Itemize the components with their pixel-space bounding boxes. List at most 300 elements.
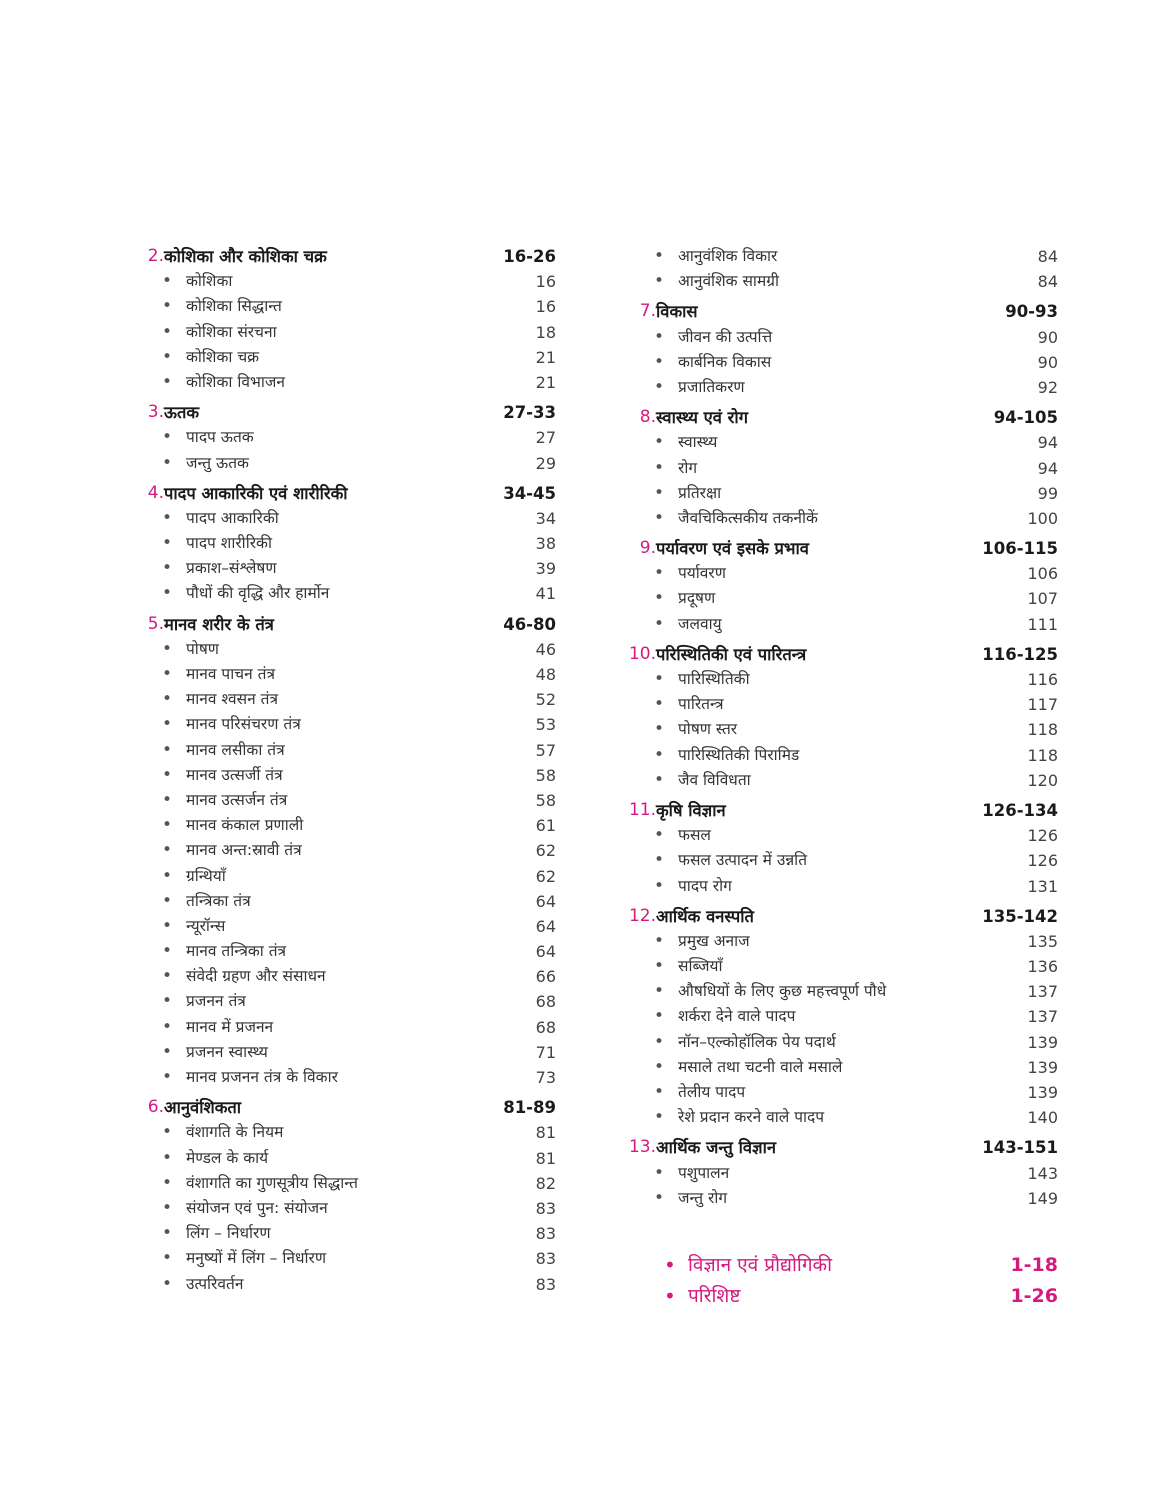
topic-page: 62 [535,866,556,886]
topic-page: 84 [1037,247,1058,266]
chapter-pages: 135-142 [982,906,1058,926]
topic-row [134,425,556,450]
bullet-icon: • [162,1273,173,1294]
topic-page: 64 [535,916,556,936]
topic-row [134,1272,556,1297]
topic-row [134,939,556,964]
topic-title: रोग [678,458,698,477]
bullet-icon: • [162,533,173,554]
bullet-icon: • [654,326,665,347]
topic-title: संवेदी ग्रहण और संसाधन [186,967,326,986]
topic-title: तन्त्रिका तंत्र [186,891,251,910]
topic-row [134,788,556,813]
topic-title: पारिस्थितिकी [678,670,750,688]
bullet-icon: • [654,482,665,503]
topic-title: जन्तु रोग [678,1188,728,1207]
topic-title: प्रजातिकरण [678,377,745,396]
topic-page: 52 [535,690,556,710]
appendix-title: विज्ञान एवं प्रौद्योगिकी [688,1254,833,1276]
topic-title: कोशिका विभाजन [186,372,285,391]
bullet-icon: • [162,1016,173,1037]
topic-title: मनुष्यों में लिंग – निर्धारण [186,1249,327,1268]
topic-page: 90 [1037,352,1058,372]
bullet-icon: • [162,840,173,861]
bullet-icon: • [654,613,665,634]
bullet-icon: • [654,1006,665,1027]
topic-title: पादप शारीरिकी [186,534,272,553]
chapter-heading [134,481,556,506]
topic-title: वंशागति के नियम [186,1123,284,1142]
topic-row [134,1120,556,1145]
bullet-icon: • [654,981,665,1002]
topic-title: मानव कंकाल प्रणाली [186,816,304,835]
topic-row [626,1055,1058,1080]
chapter-number: 5. [147,613,164,634]
chapter-pages: 126-134 [982,800,1058,820]
bullet-icon: • [162,583,173,604]
topic-page: 94 [1037,458,1058,478]
topic-row [134,964,556,989]
topic-row [134,581,556,606]
topic-page: 64 [535,942,556,962]
chapter-title: पर्यावरण एवं इसके प्रभाव [656,539,809,559]
toc-left-column [134,244,556,1297]
bullet-icon: • [162,1248,173,1269]
topic-title: पौधों की वृद्धि और हार्मोन [186,584,330,603]
topic-title: प्रजनन तंत्र [186,992,246,1011]
bullet-icon: • [162,991,173,1012]
topic-row [626,874,1058,899]
topic-row [134,1171,556,1196]
topic-page: 149 [1027,1188,1058,1208]
chapter-heading [626,536,1058,561]
appendix-title: परिशिष्ट [688,1285,741,1307]
chapter-heading [626,642,1058,667]
topic-page: 29 [535,453,556,473]
topic-row [626,1105,1058,1130]
topic-title: स्वास्थ्य [678,433,718,452]
topic-row [626,954,1058,979]
topic-row [626,692,1058,717]
topic-row [134,531,556,556]
bullet-icon: • [162,558,173,579]
topic-page: 137 [1027,1007,1058,1027]
topic-page: 58 [535,790,556,810]
chapter-title: कृषि विज्ञान [656,800,726,820]
bullet-icon: • [654,271,665,292]
topic-title: जीवन की उत्पत्ति [678,327,773,346]
topic-row [626,823,1058,848]
topic-page: 21 [535,372,556,392]
topic-row [626,929,1058,954]
topic-title: प्रजनन स्वास्थ्य [186,1042,268,1061]
topic-title: पोषण [186,639,219,658]
topic-page: 21 [535,347,556,367]
topic-page: 73 [535,1068,556,1087]
chapter-pages: 27-33 [503,403,556,423]
chapter-pages: 116-125 [982,644,1058,664]
topic-page: 131 [1027,876,1058,896]
chapter-title: स्वास्थ्य एवं रोग [656,408,748,428]
topic-page: 117 [1027,695,1058,715]
bullet-icon: • [162,815,173,836]
topic-title: नॉन–एल्कोहॉलिक पेय पदार्थ [678,1032,836,1051]
topic-title: फसल उत्पादन में उन्नति [678,851,808,870]
topic-page: 81 [535,1148,556,1168]
topic-title: कोशिका चक्र [186,347,260,366]
bullet-icon: • [654,769,665,790]
chapter-number: 4. [147,482,164,503]
topic-page: 27 [535,428,556,448]
bullet-icon: • [162,1067,173,1087]
chapter-number: 13. [628,1137,656,1158]
topic-row [134,451,556,476]
topic-page: 61 [535,816,556,836]
topic-row [134,294,556,319]
topic-row [134,864,556,889]
topic-title: पारिस्थितिकी पिरामिड [678,745,800,764]
chapter-pages: 16-26 [503,247,556,266]
chapter-title: विकास [656,302,698,322]
topic-row [626,375,1058,400]
appendix-row [658,1250,1058,1281]
chapter-pages: 34-45 [503,483,556,503]
topic-page: 62 [535,841,556,861]
topic-page: 46 [535,639,556,659]
bullet-icon: • [654,376,665,397]
topic-row [134,687,556,712]
bullet-icon: • [654,1107,665,1128]
bullet-icon: • [162,321,173,342]
bullet-icon: • [654,825,665,846]
topic-row [626,350,1058,375]
topic-title: कोशिका संरचना [186,322,277,341]
topic-row [626,768,1058,793]
topic-page: 126 [1027,826,1058,846]
bullet-icon: • [162,346,173,367]
bullet-icon: • [162,452,173,473]
chapter-title: पादप आकारिकी एवं शारीरिकी [164,483,348,503]
topic-row [626,667,1058,692]
bullet-icon: • [162,689,173,710]
topic-page: 84 [1037,272,1058,292]
topic-title: जलवायु [678,614,722,633]
topic-row [626,612,1058,637]
topic-page: 58 [535,765,556,785]
topic-title: मानव में प्रजनन [186,1017,274,1036]
topic-row [626,1186,1058,1211]
chapter-number: 9. [639,538,656,559]
topic-page: 81 [535,1123,556,1143]
topic-row [626,325,1058,350]
topic-row [134,712,556,737]
chapter-title: आर्थिक जन्तु विज्ञान [656,1138,777,1158]
topic-page: 135 [1027,931,1058,951]
topic-page: 18 [535,322,556,342]
appendix-row [658,1281,1058,1312]
toc-right-column [626,244,1058,1211]
chapter-number: 11. [628,799,656,820]
topic-title: मेण्डल के कार्य [186,1148,269,1167]
chapter-heading [626,299,1058,324]
topic-page: 139 [1027,1083,1058,1102]
bullet-icon: • [654,1056,665,1077]
topic-title: फसल [678,826,711,845]
bullet-icon: • [654,246,665,266]
chapter-heading [626,904,1058,929]
chapter-number: 2. [147,246,164,266]
topic-title: प्रमुख अनाज [678,931,750,950]
chapter-pages: 81-89 [503,1098,556,1118]
topic-title: पशुपालन [678,1163,730,1182]
bullet-icon: • [162,941,173,962]
bullet-icon: • [664,1253,676,1277]
topic-title: कोशिका सिद्धान्त [186,297,282,316]
topic-title: मानव अन्त:स्रावी तंत्र [186,841,302,860]
bullet-icon: • [654,956,665,977]
bullet-icon: • [162,296,173,317]
topic-row [134,1040,556,1065]
topic-row [134,320,556,345]
topic-row [134,345,556,370]
chapter-number: 7. [639,301,656,322]
bullet-icon: • [654,744,665,765]
topic-title: पारितन्त्र [678,695,724,714]
topic-title: रेशे प्रदान करने वाले पादप [678,1108,825,1127]
bullet-icon: • [162,1041,173,1062]
topic-page: 143 [1027,1163,1058,1183]
bullet-icon: • [162,966,173,987]
topic-page: 57 [535,740,556,760]
topic-title: प्रतिरक्षा [678,483,722,502]
topic-page: 39 [535,559,556,579]
topic-title: संयोजन एवं पुन: संयोजन [186,1198,328,1217]
topic-page: 66 [535,967,556,987]
topic-title: आनुवंशिक सामग्री [678,272,779,291]
topic-page: 71 [535,1042,556,1062]
topic-row [626,456,1058,481]
chapter-heading [626,405,1058,430]
topic-title: प्रकाश–संश्लेषण [186,559,277,578]
bullet-icon: • [654,1082,665,1102]
topic-page: 38 [535,534,556,554]
topic-page: 82 [535,1173,556,1193]
topic-row [134,637,556,662]
topic-row [134,556,556,581]
topic-page: 139 [1027,1032,1058,1052]
bullet-icon: • [162,739,173,760]
chapter-pages: 90-93 [1005,302,1058,322]
topic-row [134,1146,556,1171]
chapter-heading [626,798,1058,823]
bullet-icon: • [654,719,665,740]
topic-page: 137 [1027,982,1058,1002]
topic-row [134,1246,556,1271]
appendix-pages: 1-26 [1010,1285,1058,1307]
bullet-icon: • [162,427,173,448]
topic-page: 68 [535,992,556,1012]
topic-row [134,914,556,939]
topic-row [134,738,556,763]
appendix-pages: 1-18 [1010,1254,1058,1276]
topic-title: पोषण स्तर [678,720,738,739]
topic-page: 34 [535,508,556,528]
topic-row [134,763,556,788]
topic-page: 140 [1027,1108,1058,1128]
topic-row [626,1161,1058,1186]
bullet-icon: • [162,1223,173,1244]
topic-page: 118 [1027,745,1058,765]
bullet-icon: • [654,563,665,584]
chapter-title: परिस्थितिकी एवं पारितन्त्र [656,644,807,664]
topic-page: 111 [1027,614,1058,634]
topic-page: 94 [1037,433,1058,453]
topic-row [626,743,1058,768]
chapter-pages: 106-115 [982,539,1058,559]
chapter-title: कोशिका और कोशिका चक्र [164,247,327,266]
topic-title: मानव लसीका तंत्र [186,740,285,759]
bullet-icon: • [162,915,173,936]
chapter-number: 12. [628,905,656,926]
topic-row [626,1080,1058,1105]
topic-page: 41 [535,584,556,604]
topic-page: 107 [1027,589,1058,609]
bullet-icon: • [162,1197,173,1218]
topic-title: सब्जियाँ [678,957,723,976]
bullet-icon: • [162,271,173,292]
topic-row [134,1196,556,1221]
bullet-icon: • [654,850,665,871]
chapter-number: 10. [628,643,656,664]
topic-page: 100 [1027,508,1058,528]
chapter-number: 8. [639,407,656,428]
topic-row [134,1065,556,1090]
topic-title: औषधियों के लिए कुछ महत्त्वपूर्ण पौधे [678,982,887,1001]
bullet-icon: • [654,507,665,528]
topic-title: पादप आकारिकी [186,508,279,527]
topic-title: पादप रोग [678,876,732,895]
bullet-icon: • [664,1284,676,1308]
topic-row [626,561,1058,586]
topic-row [134,269,556,294]
chapter-heading [626,1135,1058,1160]
chapter-title: आनुवंशिकता [164,1098,242,1118]
topic-page: 139 [1027,1057,1058,1077]
topic-page: 106 [1027,564,1058,584]
topic-row [626,506,1058,531]
topic-row [134,838,556,863]
topic-row [626,244,1058,269]
topic-title: जैव विविधता [678,770,751,789]
chapter-number: 6. [147,1097,164,1118]
bullet-icon: • [162,714,173,735]
topic-title: तेलीय पादप [678,1083,746,1101]
topic-page: 53 [535,715,556,735]
bullet-icon: • [162,865,173,886]
bullet-icon: • [654,1031,665,1052]
topic-row [134,370,556,395]
topic-page: 83 [535,1274,556,1294]
bullet-icon: • [162,638,173,659]
topic-title: लिंग – निर्धारण [186,1224,271,1243]
topic-row [626,269,1058,294]
chapter-pages: 143-151 [982,1138,1058,1158]
topic-row [134,813,556,838]
bullet-icon: • [654,1162,665,1183]
topic-page: 99 [1037,483,1058,503]
topic-title: मानव परिसंचरण तंत्र [186,715,301,734]
topic-title: मानव पाचन तंत्र [186,665,276,683]
topic-row [134,662,556,687]
topic-title: पर्यावरण [678,564,726,583]
topic-row [134,889,556,914]
topic-page: 120 [1027,770,1058,790]
topic-page: 16 [535,297,556,317]
topic-page: 64 [535,891,556,911]
topic-page: 90 [1037,327,1058,347]
chapter-heading [134,1095,556,1120]
topic-title: मानव श्वसन तंत्र [186,690,279,709]
topic-title: जन्तु ऊतक [186,453,249,472]
topic-title: आनुवंशिक विकार [678,247,778,265]
chapter-pages: 46-80 [503,614,556,634]
topic-row [134,1015,556,1040]
bullet-icon: • [162,507,173,528]
bullet-icon: • [162,1122,173,1143]
topic-row [626,586,1058,611]
topic-row [134,506,556,531]
bullet-icon: • [162,371,173,392]
topic-row [134,989,556,1014]
topic-row [626,481,1058,506]
bullet-icon: • [162,1147,173,1168]
chapter-heading [134,612,556,637]
bullet-icon: • [654,457,665,478]
topic-page: 92 [1037,377,1058,397]
topic-title: मानव उत्सर्जी तंत्र [186,765,283,784]
topic-page: 118 [1027,720,1058,740]
bullet-icon: • [654,1187,665,1208]
topic-title: ग्रन्थियाँ [186,866,226,885]
topic-page: 83 [535,1249,556,1269]
bullet-icon: • [162,789,173,810]
topic-title: कोशिका [186,272,233,291]
bullet-icon: • [162,764,173,785]
topic-page: 116 [1027,670,1058,689]
topic-row [626,717,1058,742]
topic-row [626,1004,1058,1029]
topic-title: वंशागति का गुणसूत्रीय सिद्धान्त [186,1173,358,1192]
chapter-title: मानव शरीर के तंत्र [164,614,274,634]
topic-row [626,1030,1058,1055]
topic-page: 16 [535,272,556,292]
chapter-heading [134,244,556,269]
chapter-heading [134,400,556,425]
topic-page: 136 [1027,957,1058,977]
topic-page: 126 [1027,851,1058,871]
topic-title: उत्परिवर्तन [186,1274,244,1293]
topic-title: मानव प्रजनन तंत्र के विकार [186,1068,338,1086]
chapter-title: ऊतक [164,403,200,423]
topic-page: 83 [535,1198,556,1218]
bullet-icon: • [654,875,665,896]
topic-title: मसाले तथा चटनी वाले मसाले [678,1057,843,1076]
topic-page: 48 [535,665,556,684]
bullet-icon: • [654,694,665,715]
topic-row [626,848,1058,873]
bullet-icon: • [654,351,665,372]
topic-title: शर्करा देने वाले पादप [678,1007,796,1026]
